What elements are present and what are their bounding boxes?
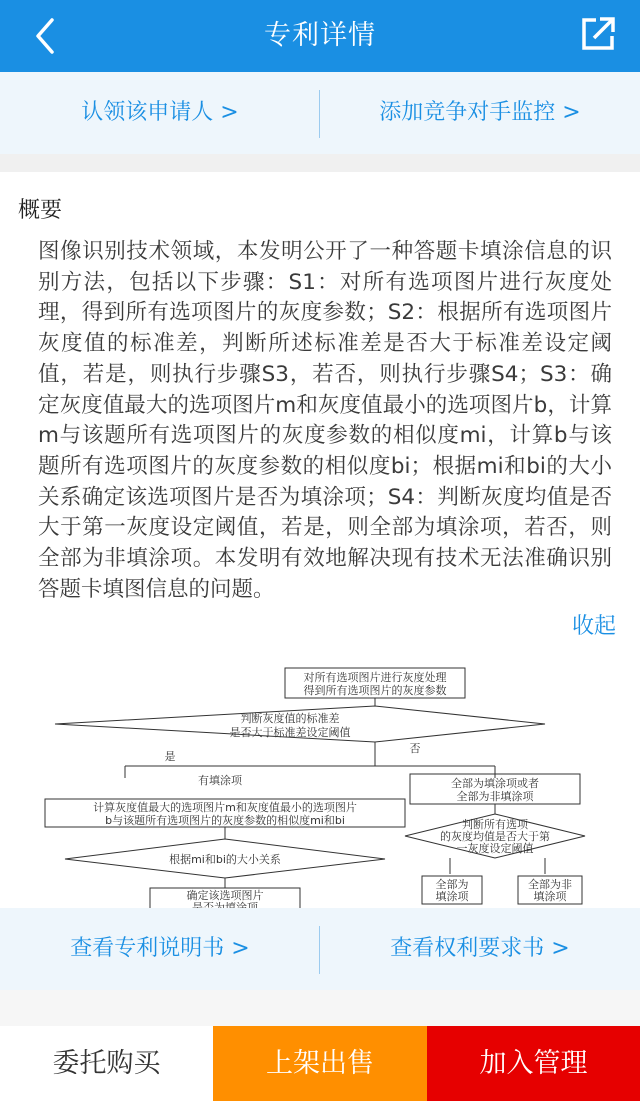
external-link-icon (578, 14, 618, 54)
app-header (0, 0, 640, 72)
bottom-action-bar (0, 1026, 640, 1101)
drawing-decision3b: 的灰度均值是否大于第 (440, 830, 550, 843)
add-competitor-monitor-button[interactable]: 添加竞争对手监控 > (379, 100, 581, 125)
drawing-fill-label: 有填涂项 (198, 774, 242, 787)
drawing-step4: 全部为填涂项或者 (451, 777, 539, 790)
drawing-leaf1b: 填涂项 (435, 890, 469, 903)
view-specification-button[interactable]: 查看专利说明书 > (70, 936, 250, 961)
drawing-step3: 计算灰度值最大的选项图片m和灰度值最小的选项图片 (93, 801, 357, 814)
drawing-decision2: 根据mi和bi的大小关系 (169, 853, 281, 866)
section-gap (0, 990, 640, 1026)
view-claims-button[interactable]: 查看权利要求书 > (390, 936, 570, 961)
list-for-sale-button[interactable]: 上架出售 (213, 1026, 427, 1101)
drawing-step4b: 全部为非填涂项 (456, 790, 534, 803)
drawing-decision1: 判断灰度值的标准差 (240, 712, 340, 725)
add-to-management-button[interactable]: 加入管理 (427, 1026, 640, 1101)
drawing-step1: 对所有选项图片进行灰度处理 (303, 671, 447, 684)
drawing-decision1b: 是否大于标准差设定阈值 (229, 726, 351, 739)
patent-drawing[interactable] (30, 656, 610, 914)
summary-text: 图像识别技术领域，本发明公开了一种答题卡填涂信息的识别方法，包括以下步骤：S1：对所有选项图片进行灰度处理，得到所有选项图片的灰度参数；S2：根据所有选项图片灰度值的标准差，判断所述标准差是否大于标准差设定阈值，若是，则执行步骤S3，若否，则执行步骤S4；S3：确定灰度值最大的选项图片m和灰度值最小的选项图片b，计算m与该题所有选项图片的灰度参数的相似度mi，计算b与该题所有选项图片的灰度参数的相似度bi；根据mi和bi的大小关系确定该选项图片是否为填涂项；S4：判断灰度均值是否大于第一灰度设定阈值，若是，则全部为填涂项，若否，则全部为非填涂项。本发明有效地解决现有技术无法准确识别答题卡填图信息的问题。 (38, 239, 612, 602)
drawing-leaf2b: 填涂项 (533, 890, 567, 903)
drawing-leaf1: 全部为 (435, 878, 469, 891)
document-links-bar (0, 908, 640, 990)
drawing-yes-label: 是 (164, 750, 176, 763)
drawing-decision3: 判断所有选项 (462, 818, 528, 831)
summary-heading: 概要 (18, 198, 63, 223)
drawing-leaf2: 全部为非 (528, 878, 572, 891)
drawing-step1b: 得到所有选项图片的灰度参数 (303, 684, 447, 697)
drawing-no-label: 否 (409, 742, 421, 755)
drawing-decision3c: 一灰度设定阈值 (456, 842, 534, 855)
share-button[interactable] (578, 14, 618, 54)
applicant-action-bar (0, 72, 640, 154)
claim-applicant-button[interactable]: 认领该申请人 > (81, 100, 239, 125)
collapse-link[interactable]: 收起 (571, 614, 616, 639)
section-gap (0, 154, 640, 172)
page-title: 专利详情 (264, 20, 376, 51)
drawing-step3c: 确定该选项图片 (186, 889, 264, 902)
entrust-purchase-button[interactable]: 委托购买 (0, 1026, 213, 1101)
drawing-step3b: b与该题所有选项图片的灰度参数的相似度mi和bi (105, 814, 345, 827)
